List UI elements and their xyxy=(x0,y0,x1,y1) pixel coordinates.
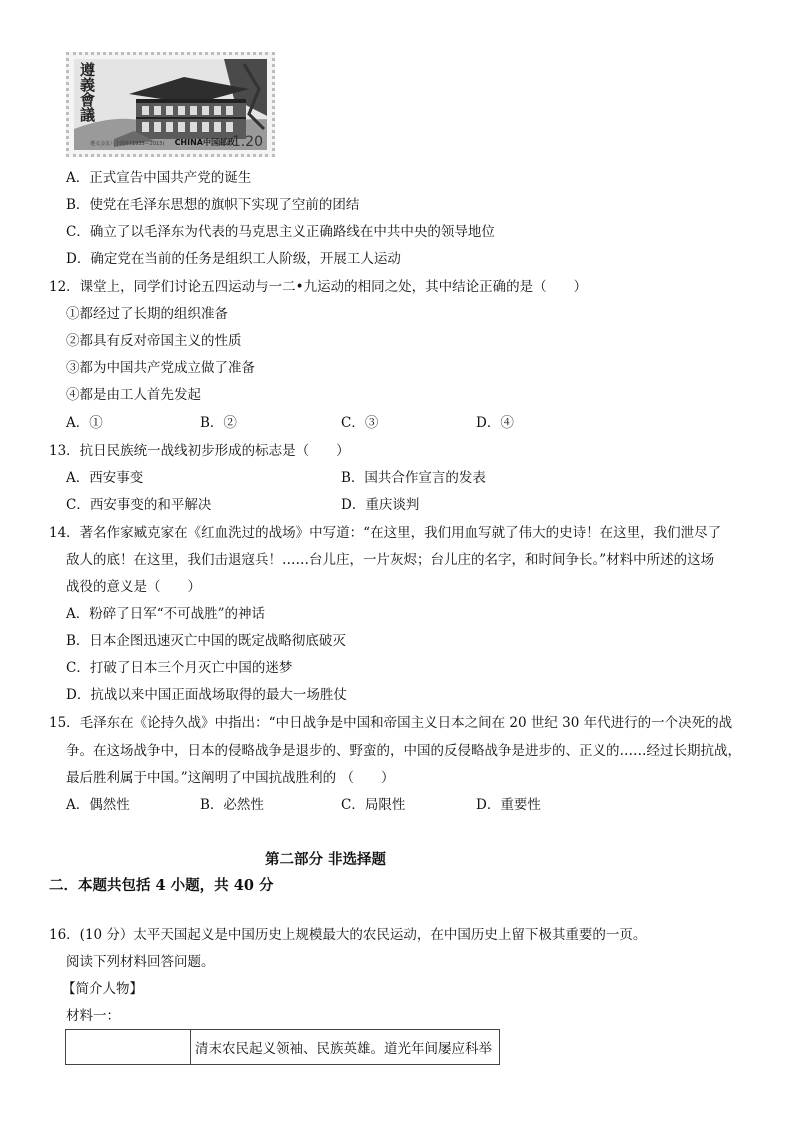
q14-option-b: B．日本企图迅速灭亡中国的既定战略彻底破灭 xyxy=(66,633,346,649)
q11-option-a: A．正式宣告中国共产党的诞生 xyxy=(66,170,252,186)
table-row xyxy=(66,1030,500,1065)
stamp-calligraphy: 遵義會議 xyxy=(80,61,96,124)
q15-line-2: 争。在这场战争中，日本的侵略战争是退步的、野蛮的，中国的反侵略战争是进步的、正义的……经过长期抗战， xyxy=(66,743,741,759)
q15-line-3: 最后胜利属于中国。”这阐明了中国抗战胜利的 （ ） xyxy=(66,770,395,786)
stamp-brand: CHINA中国邮政 xyxy=(174,138,235,147)
q11-option-c: C．确立了以毛泽东为代表的马克思主义正确路线在中共中央的领导地位 xyxy=(66,224,495,240)
q13-option-b: B．国共合作宣言的发表 xyxy=(341,470,486,486)
q16-stem: 16．(10 分）太平天国起义是中国历史上规模最大的农民运动，在中国历史上留下极其重要的一页。 xyxy=(49,927,647,943)
stamp-image xyxy=(66,52,275,157)
q13-stem: 13．抗日民族统一战线初步形成的标志是（ ） xyxy=(49,443,350,459)
material-table xyxy=(65,1029,500,1065)
q16-heading: 【简介人物】 xyxy=(62,981,143,997)
q12-statement-1: ①都经过了长期的组织准备 xyxy=(66,306,228,322)
q12-statement-3: ③都为中国共产党成立做了准备 xyxy=(66,360,255,376)
q11-option-d: D．确定党在当前的任务是组织工人阶级，开展工人运动 xyxy=(66,251,401,267)
part2-section-heading: 二．本题共包括 4 小题，共 40 分 xyxy=(49,877,274,894)
q13-option-d: D．重庆谈判 xyxy=(341,497,420,513)
q15-option-c: C．局限性 xyxy=(341,797,406,813)
stamp-value: 1.20 xyxy=(231,134,263,150)
q12-option-c: C．③ xyxy=(341,415,379,431)
q14-option-a: A．粉碎了日军“不可战胜”的神话 xyxy=(66,606,266,622)
q16-material-label: 材料一： xyxy=(66,1008,120,1024)
q15-option-b: B．必然性 xyxy=(200,797,264,813)
q13-option-c: C．西安事变的和平解决 xyxy=(66,497,212,513)
q13-option-a: A．西安事变 xyxy=(66,470,144,486)
q14-line-2: 敌人的底！在这里，我们击退寇兵！……台儿庄，一片灰烬；台儿庄的名字，和时间争长。”材料中所述的这场 xyxy=(66,552,715,568)
q12-statement-2: ②都具有反对帝国主义的性质 xyxy=(66,333,242,349)
q14-option-d: D．抗战以来中国正面战场取得的最大一场胜仗 xyxy=(66,687,347,703)
q12-option-d: D．④ xyxy=(476,415,514,431)
q15-option-a: A．偶然性 xyxy=(66,797,130,813)
q15-line-1: 15．毛泽东在《论持久战》中指出：“中日战争是中国和帝国主义日本之间在 20 世纪 30 年代进行的一个决死的战 xyxy=(49,715,733,731)
q12-option-a: A．① xyxy=(66,415,103,431)
q15-option-d: D．重要性 xyxy=(476,797,541,813)
stamp-picture xyxy=(74,59,267,150)
q14-option-c: C．打破了日本三个月灭亡中国的迷梦 xyxy=(66,660,293,676)
table-cell-empty xyxy=(66,1030,191,1065)
part2-title: 第二部分 非选择题 xyxy=(265,851,387,868)
table-cell-description: 清末农民起义领袖、民族英雄。道光年间屡应科举 xyxy=(191,1030,500,1065)
q11-option-b: B．使党在毛泽东思想的旗帜下实现了空前的团结 xyxy=(66,197,360,213)
stamp-caption: 遵义会议八十周年(1935—2015) xyxy=(90,141,165,147)
q16-instruction: 阅读下列材料回答问题。 xyxy=(66,954,215,970)
q14-line-1: 14．著名作家臧克家在《红血洗过的战场》中写道：“在这里，我们用血写就了伟大的史诗！在这里，我们泄尽了 xyxy=(49,525,722,541)
q12-option-b: B．② xyxy=(200,415,237,431)
q12-stem: 12．课堂上，同学们讨论五四运动与一二•九运动的相同之处，其中结论正确的是（ ） xyxy=(49,279,588,295)
q12-statement-4: ④都是由工人首先发起 xyxy=(66,387,201,403)
q14-line-3: 战役的意义是（ ） xyxy=(66,579,201,595)
